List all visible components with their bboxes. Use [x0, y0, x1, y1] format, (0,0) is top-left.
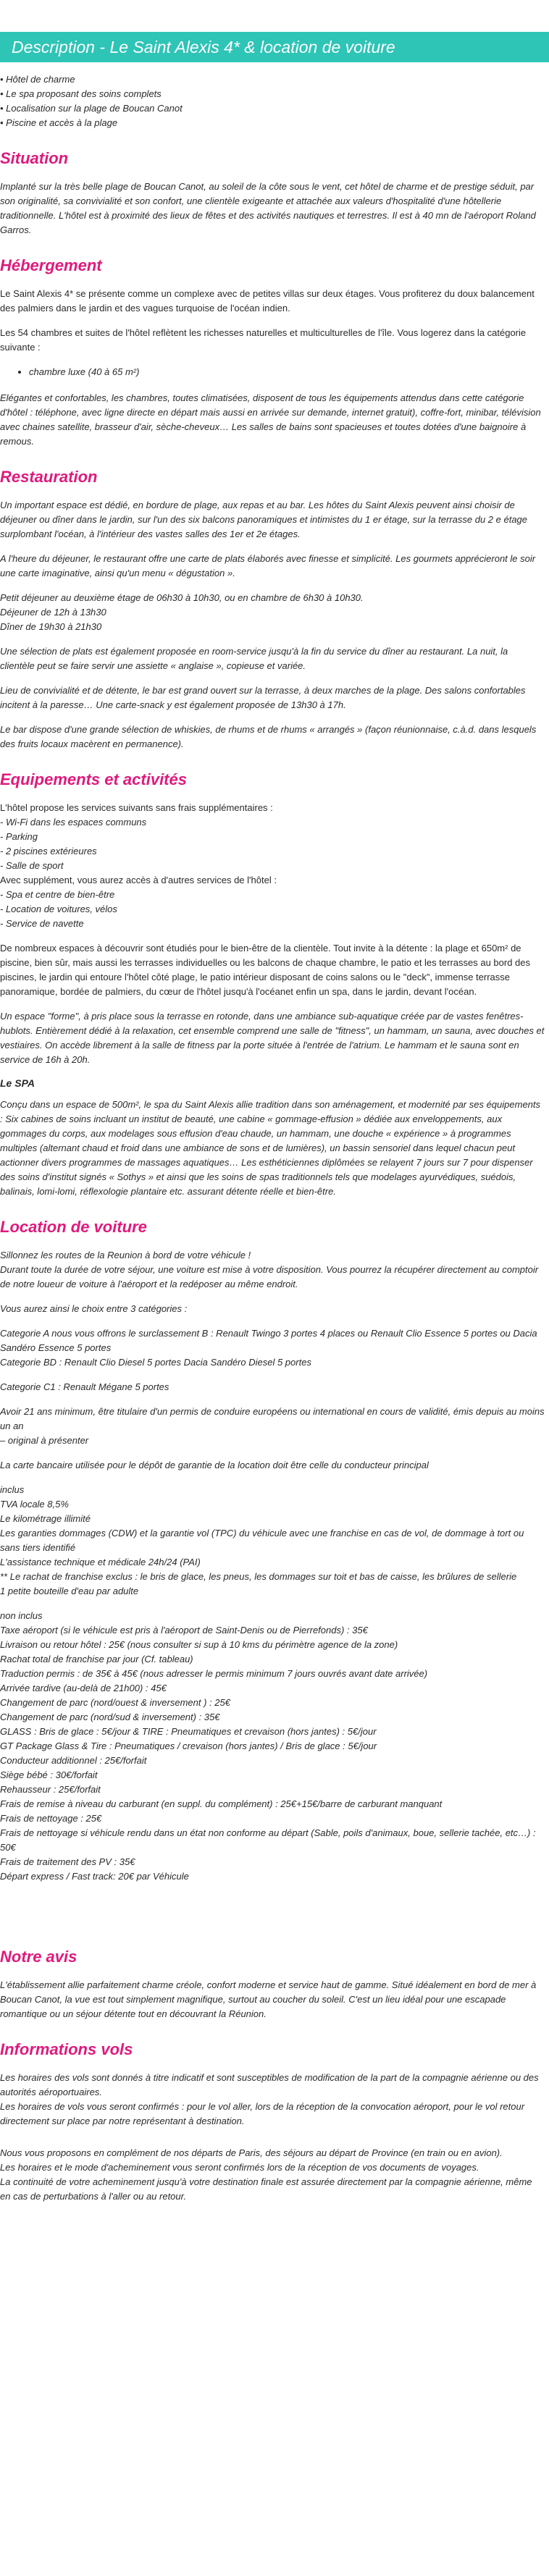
not-included-line: Départ express / Fast track: 20€ par Véhicule	[0, 1871, 189, 1882]
situation-heading: Situation	[0, 149, 69, 167]
spa-text: Conçu dans un espace de 500m², le spa du Saint Alexis allie tradition dans son aménagement, et modernité par ses équipements : Six cabines de soins incluant un institut de beauté, une cabine « gommage-effusion » dédiée aux enveloppements, aux gommages du corps, aux modelages sous effusion d'eau chaude, un hammam, une douche « expérience » à programmes multiples (alternant chaud et froid dans une ambiance de sons et de lumières), un bassin sensoriel dans lequel chacun peut actionner divers programmes de massages aquatiques… Les esthéticiennes diplômées se relayent 7 jours sur 7 pour dispenser des soins d'institut signés « Sothys » et ainsi que les soins de spas traditionnels tels que modelages ayurvédiques, suédois, balinais, lomi-lomi, réflexologie plantaire etc. assurant détente réelle et bien-être.	[0, 1099, 541, 1197]
included-line: ** Le rachat de franchise exclus : le bris de glace, les pneus, les dommages sur toit et bas de caisse, les brûlures de sellerie	[0, 1571, 517, 1582]
informations-heading: Informations vols	[0, 2040, 133, 2058]
notre-avis-text: L'établissement allie parfaitement charme créole, confort moderne et service haut de gamme. Situé idéalement en bord de mer à Boucan Canot, la vue est tout simplement magnifique, surtout au coucher du soleil. C'est un lieu idéal pour une escapade romantique ou un séjour détente tout en découvrant la Réunion.	[0, 1979, 537, 2019]
not-included-line: Taxe aéroport (si le véhicule est pris à l'aéroport de Saint-Denis ou de Pierrefonds) : 35€	[0, 1625, 368, 1636]
highlight-item: • Hôtel de charme	[0, 74, 75, 85]
location-line: Sillonnez les routes de la Reunion à bord de votre véhicule !	[0, 1250, 251, 1260]
hours-line: Dîner de 19h30 à 21h30	[0, 621, 102, 632]
not-included-line: Frais de traitement des PV : 35€	[0, 1856, 135, 1867]
highlight-item: • Localisation sur la plage de Boucan Canot	[0, 103, 183, 114]
room-item: • chambre luxe (40 à 65 m²)	[29, 365, 545, 379]
service-line: L'hôtel propose les services suivants sans frais supplémentaires :	[0, 802, 273, 813]
not-included-list	[0, 1609, 545, 1884]
not-included-line: Conducteur additionnel : 25€/forfait	[0, 1755, 147, 1766]
informations-text-2	[0, 2146, 545, 2204]
service-line: - Salle de sport	[0, 860, 64, 871]
services-list	[0, 801, 545, 931]
hebergement-text-3: Elégantes et confortables, les chambres, toutes climatisées, disposent de tous les équipements attendus dans cette catégorie d'hôtel : téléphone, avec ligne directe en départ mais aussi en arrivée sur demande, internet gratuit), coffre-fort, minibar, télévision avec chaines satellite, brasseur d'air, sèche-cheveux… Les salles de bains sont spacieuses et toutes dotées d'une baignoire à remous.	[0, 392, 541, 447]
restauration-heading: Restauration	[0, 468, 98, 486]
hours-line: Petit déjeuner au deuxième étage de 06h30 à 10h30, ou en chambre de 6h30 à 10h30.	[0, 592, 364, 603]
highlights-list	[0, 72, 545, 130]
not-included-line: Traduction permis : de 35€ à 45€ (nous adresser le permis minimum 7 jours ouvrés avant date arrivée)	[0, 1668, 428, 1679]
category-c1: Categorie C1 : Renault Mégane 5 portes	[0, 1381, 169, 1392]
spa-heading: Le SPA	[0, 1077, 35, 1089]
included-line: inclus	[0, 1484, 25, 1495]
location-categories	[0, 1326, 545, 1370]
info-line: Les horaires de vols vous seront confirmés : pour le vol aller, lors de la réception de la convocation aéroport, pour le vol retour directement sur place par notre représentant à destination.	[0, 2101, 525, 2126]
equipements-text-2: Un espace "forme", à pris place sous la terrasse en rotonde, dans une ambiance sub-aquatique créée par de vastes fenêtres-hublots. Entièrement dédié à la relaxation, cet ensemble comprend une salle de "fitness", un hammam, un sauna, avec douches et vestiaires. On accède librement à la salle de fitness par la porte située à l'entrée de l'atrium. Le hammam et le sauna sont en service de 16h à 20h.	[0, 1011, 545, 1065]
service-line: - Spa et centre de bien-être	[0, 889, 115, 900]
not-included-line: non inclus	[0, 1610, 43, 1621]
hebergement-heading: Hébergement	[0, 256, 102, 274]
not-included-line: Rehausseur : 25€/forfait	[0, 1784, 101, 1795]
category-line: Categorie BD : Renault Clio Diesel 5 portes Dacia Sandéro Diesel 5 portes	[0, 1357, 311, 1368]
not-included-line: Arrivée tardive (au-delà de 21h00) : 45€	[0, 1683, 167, 1693]
restauration-text-4: Lieu de convivialité et de détente, le bar est grand ouvert sur la terrasse, à deux marches de la plage. Des salons confortables incitent à la paresse… Une carte-snack y est également proposée de 13h30 à 17h.	[0, 685, 526, 710]
not-included-line: GLASS : Bris de glace : 5€/jour & TIRE : Pneumatiques et crevaison (hors jantes) : 5€/jour	[0, 1726, 377, 1737]
service-line: - 2 piscines extérieures	[0, 846, 97, 856]
condition-line: – original à présenter	[0, 1435, 89, 1446]
location-conditions	[0, 1405, 545, 1448]
not-included-line: Changement de parc (nord/sud & inversement) : 35€	[0, 1712, 220, 1722]
informations-text-1	[0, 2071, 545, 2129]
description-content	[0, 72, 545, 2214]
service-line: - Wi-Fi dans les espaces communs	[0, 817, 147, 828]
location-line: Durant toute la durée de votre séjour, une voiture est mise à votre disposition. Vous pourrez la récupérer directement au comptoir de notre loueur de voiture à l'aéroport et la redéposer au même endroit.	[0, 1264, 539, 1289]
restauration-text-1: Un important espace est dédié, en bordure de plage, aux repas et au bar. Les hôtes du Saint Alexis peuvent ainsi choisir de déjeuner ou dîner dans le jardin, sur l'un des six balcons panoramiques et intimistes du 1 er étage, sur la terrasse du 2 e étage surplombant l'océan, à l'intérieur des vastes salles des 1er et 2e étages.	[0, 500, 528, 539]
included-line: Les garanties dommages (CDW) et la garantie vol (TPC) du véhicule avec une franchise en cas de vol, de dommage à tort ou sans tiers identifié	[0, 1528, 524, 1553]
service-line: - Parking	[0, 831, 38, 842]
not-included-line: Rachat total de franchise par jour (Cf. tableau)	[0, 1654, 193, 1664]
service-line: Avec supplément, vous aurez accès à d'autres services de l'hôtel :	[0, 875, 277, 885]
title-banner	[0, 32, 549, 62]
info-line: La continuité de votre acheminement jusqu'à votre destination finale est assurée directement par la compagnie aérienne, même en cas de perturbations à l'aller ou au retour.	[0, 2176, 532, 2202]
not-included-line: Frais de remise à niveau du carburant (en suppl. du complément) : 25€+15€/barre de carburant manquant	[0, 1798, 443, 1809]
restauration-text-5: Le bar dispose d'une grande sélection de whiskies, de rhums et de rhums « arrangés » (façon réunionnaise, c.à.d. dans lesquels des fruits locaux macèrent en permanence).	[0, 724, 537, 749]
included-list	[0, 1483, 545, 1599]
info-line: Les horaires et le mode d'acheminement vous seront confirmés lors de la réception de vos documents de voyages.	[0, 2162, 479, 2173]
hebergement-text-1: Le Saint Alexis 4* se présente comme un complexe avec de petites villas sur deux étages. Vous profiterez du doux balancement des palmiers dans le jardin et des vagues turquoise de l'océan indien.	[0, 288, 535, 313]
highlight-item: • Piscine et accès à la plage	[0, 117, 118, 128]
service-line: - Service de navette	[0, 918, 84, 929]
not-included-line: GT Package Glass & Tire : Pneumatiques / crevaison (hors jantes) / Bris de glace : 5€/jour	[0, 1741, 377, 1751]
info-line: Les horaires des vols sont donnés à titre indicatif et sont susceptibles de modification de la part de la compagnie aérienne ou des autorités aéroportuaires.	[0, 2072, 539, 2097]
room-list	[0, 365, 545, 379]
location-intro	[0, 1248, 545, 1292]
condition-line: Avoir 21 ans minimum, être titulaire d'un permis de conduire européens ou international en cours de validité, émis depuis au moins un an	[0, 1406, 545, 1431]
restauration-hours	[0, 591, 545, 634]
category-line: Categorie A nous vous offrons le surclassement B : Renault Twingo 3 portes 4 places ou Renault Clio Essence 5 portes ou Dacia Sandéro Essence 5 portes	[0, 1328, 537, 1353]
not-included-line: Frais de nettoyage : 25€	[0, 1813, 102, 1824]
not-included-line: Changement de parc (nord/ouest & inversement ) : 25€	[0, 1697, 230, 1708]
location-heading: Location de voiture	[0, 1218, 147, 1236]
not-included-line: Livraison ou retour hôtel : 25€ (nous consulter si sup à 10 kms du périmètre agence de la zone)	[0, 1639, 398, 1650]
included-line: Le kilométrage illimité	[0, 1513, 91, 1524]
page-title: Description - Le Saint Alexis 4* & location de voiture	[12, 38, 395, 56]
equipements-heading: Equipements et activités	[0, 770, 187, 788]
situation-text: Implanté sur la très belle plage de Boucan Canot, au soleil de la côte sous le vent, cet hôtel de charme et de prestige séduit, par son originalité, sa convivialité et son confort, une clientèle exigeante et attachée aux valeurs d'hospitalité d'une hôtellerie traditionnelle. L'hôtel est à proximité des lieux de fêtes et des activités nautiques et terrestres. Il est à 40 mn de l'aéroport Roland Garros.	[0, 181, 536, 235]
info-line: Nous vous proposons en complément de nos départs de Paris, des séjours au départ de Province (en train ou en avion).	[0, 2147, 503, 2158]
highlight-item: • Le spa proposant des soins complets	[0, 88, 162, 99]
hebergement-text-2: Les 54 chambres et suites de l'hôtel reflètent les richesses naturelles et multiculturelles de l'île. Vous logerez dans la catégorie suivante :	[0, 327, 527, 353]
not-included-line: Siège bébé : 30€/forfait	[0, 1769, 98, 1780]
restauration-text-3: Une sélection de plats est également proposée en room-service jusqu'à la fin du service du dîner au restaurant. La nuit, la clientèle peut se faire servir une assiette « anglaise », copieuse et variée.	[0, 646, 508, 671]
notre-avis-heading: Notre avis	[0, 1948, 77, 1966]
location-categories-intro: Vous aurez ainsi le choix entre 3 catégories :	[0, 1303, 188, 1314]
equipements-text-1: De nombreux espaces à découvrir sont étudiés pour le bien-être de la clientèle. Tout invite à la détente : la plage et 650m² de piscine, bien sûr, mais aussi les terrasses individuelles ou les balcons de chaque chambre, le patio et les terrasses au bord des piscines, le jardin qui entoure l'hôtel côté plage, le patio intérieur disposant de coins salons ou le "deck", immense terrasse panoramique, bordée de palmiers, du cœur de l'hôtel jusqu'à l'océanet enfin un spa, dans le jardin, devant l'océan.	[0, 943, 531, 997]
included-line: TVA locale 8,5%	[0, 1499, 69, 1510]
hours-line: Déjeuner de 12h à 13h30	[0, 607, 106, 618]
service-line: - Location de voitures, vélos	[0, 904, 117, 914]
restauration-text-2: A l'heure du déjeuner, le restaurant offre une carte de plats élaborés avec finesse et simplicité. Les gourmets apprécieront le soir une carte imaginative, ainsi qu'un menu « dégustation ».	[0, 553, 536, 578]
included-line: 1 petite bouteille d'eau par adulte	[0, 1586, 139, 1596]
spacer	[0, 1894, 545, 1929]
location-card-note: La carte bancaire utilisée pour le dépôt de garantie de la location doit être celle du conducteur principal	[0, 1460, 429, 1470]
not-included-line: Frais de nettoyage si véhicule rendu dans un état non conforme au départ (Sable, poils d'animaux, boue, sellerie tachée, etc…) : 50€	[0, 1827, 536, 1853]
included-line: L'assistance technique et médicale 24h/24 (PAI)	[0, 1557, 201, 1567]
